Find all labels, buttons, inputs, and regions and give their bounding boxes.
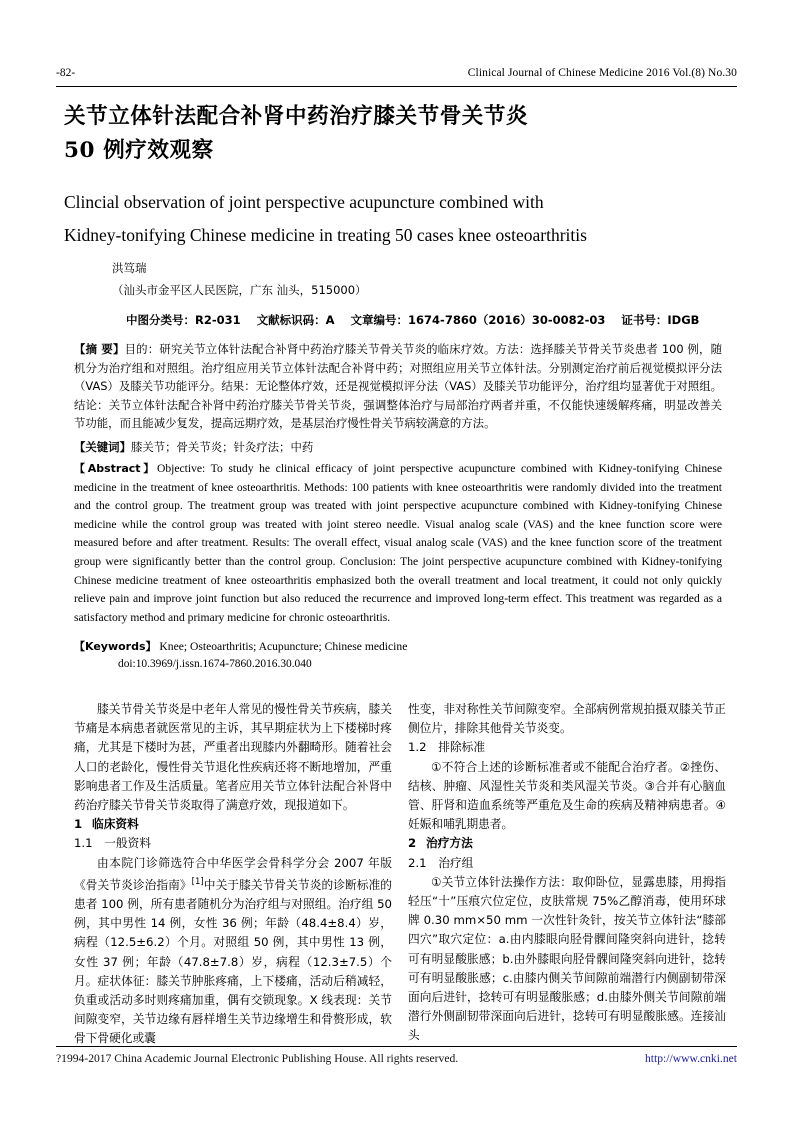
title-english-line1: Clincial observation of joint perspective acupuncture combined with <box>64 192 544 212</box>
cert-value: IDGB <box>667 313 700 327</box>
footer-divider <box>56 1046 737 1047</box>
subsection-heading-exclusion: 1.2 排除标准 <box>408 740 486 755</box>
title-english <box>64 186 729 252</box>
journal-info: Clinical Journal of Chinese Medicine 2016 Vol.(8) No.30 <box>467 67 737 79</box>
section-number-2: 2 <box>408 836 417 851</box>
footer <box>56 1052 737 1065</box>
article-id-label: 文章编号： <box>350 313 409 327</box>
general-data-text-a: 由本院门诊筛选符合中华医学会骨科学分会 2007 年版《骨关节炎诊治指南》 <box>74 855 392 892</box>
running-head <box>56 66 737 80</box>
keywords-chinese <box>74 438 722 457</box>
clc-value: R2-031 <box>195 313 241 327</box>
title-chinese-line2: 50 例疗效观察 <box>64 138 214 163</box>
keywords-english-text: Knee; Osteoarthritis; Acupuncture; Chinese medicine <box>156 640 408 653</box>
classification-line <box>126 312 726 328</box>
exclusion-paragraph: ①不符合上述的诊断标准者或不能配合治疗者。②挫伤、结核、肿瘤、风湿性关节炎和类风湿关节炎。③合并有心脑血管、肝肾和造血系统等严重危及生命的疾病及精神病患者。④妊娠和哺乳期患者。 <box>408 759 726 832</box>
section-title-2: 治疗方法 <box>426 836 473 851</box>
doc-code-label: 文献标识码： <box>256 313 326 327</box>
cnki-link[interactable]: http://www.cnki.net <box>645 1052 737 1065</box>
intro-paragraph: 膝关节骨关节炎是中老年人常见的慢性骨关节疾病，膝关节痛是本病患者就医常见的主诉，其早期症状为上下楼梯时疼痛，尤其是下楼时为甚，严重者出现膝内外翻畸形。随着社会人口的老龄化，慢性骨关节退化性疾病还将不断地增加，严重影响患者工作及生活质量。笔者应用关节立体针法配合补肾中药治疗膝关节骨关节炎取得了满意疗效，现报道如下。 <box>74 702 392 813</box>
doi-line: doi:10.3969/j.issn.1674-7860.2016.30.040 <box>118 658 312 670</box>
keywords-english <box>74 638 722 657</box>
keywords-chinese-label: 【关键词】 <box>74 440 131 454</box>
cert-label: 证书号： <box>621 313 668 327</box>
subsection-heading-treatment-group: 2.1 治疗组 <box>408 855 474 870</box>
reference-marker: [1] <box>191 876 204 887</box>
section-heading-clinical <box>74 815 392 834</box>
author-affiliation: （汕头市金平区人民医院，广东 汕头，515000） <box>112 283 367 297</box>
copyright-text: ?1994-2017 China Academic Journal Electronic Publishing House. All rights reserved. <box>56 1052 459 1065</box>
header-divider <box>56 86 737 87</box>
abstract-english <box>74 460 722 627</box>
clc-label: 中图分类号： <box>126 313 195 327</box>
page-number: -82- <box>56 67 76 79</box>
subsection-heading-general-data: 1.1 一般资料 <box>74 836 152 851</box>
general-data-text-b: 中关于膝关节骨关节炎的诊断标准的患者 100 例，所有患者随机分为治疗组与对照组。治疗组 50 例，其中男性 14 例，女性 36 例；年龄（48.4±8.4）岁，病程（12.5±6.2）个月。对照组 50 例，其中男性 13 例，女性 37 例；年龄（47.8±7.8）岁，病程（12.3±7.5）个月。症状体征：膝关节肿胀疼痛，上下楼痛，活动后稍减轻，负重或活动多时则疼痛加重，偶有交锁现象。X 线表现：关节间隙变窄，关节边缘有唇样增生关节边缘增生和骨赘形成，软骨下骨硬化或囊 <box>74 877 392 1046</box>
abstract-english-label: 【Abstract】 <box>74 462 157 475</box>
abstract-chinese <box>74 340 722 433</box>
body-column-left <box>74 700 392 1049</box>
continued-paragraph: 性变，非对称性关节间隙变窄。全部病例常规拍摄双膝关节正侧位片，排除其他骨关节炎变。 <box>408 702 726 736</box>
body-column-right <box>408 700 726 1046</box>
keywords-chinese-text: 膝关节；骨关节炎；针灸疗法；中药 <box>130 440 314 454</box>
doc-code-value: A <box>325 313 335 327</box>
article-id-value: 1674-7860（2016）30-0082-03 <box>408 313 606 327</box>
section-heading-method <box>408 834 726 853</box>
section-number-1: 1 <box>74 817 83 832</box>
page-inner <box>56 0 737 1122</box>
keywords-english-label: 【Keywords】 <box>74 640 157 653</box>
section-title-1: 临床资料 <box>92 817 139 832</box>
treatment-paragraph: ①关节立体针法操作方法：取仰卧位，显露患膝，用拇指轻压“十”压痕穴位定位，皮肤常规 75%乙醇消毒，使用环球牌 0.30 mm×50 mm 一次性针灸针，按关节立体针法“膝部四穴”取穴定位：a.由内膝眼向胫骨髁间隆突斜向进针，捻转可有明显酸胀感；b.由外膝眼向胫骨髁间隆突斜向进针，捻转可有明显酸胀感；c.由膝内侧关节间隙前端潜行内侧副韧带深面向后进针，捻转可有明显酸胀感；d.由膝外侧关节间隙前端潜行外侧副韧带深面向后进针，捻转可有明显酸胀感。连接汕头 <box>408 874 726 1043</box>
title-chinese-line1: 关节立体针法配合补肾中药治疗膝关节骨关节炎 <box>64 104 529 129</box>
author-name: 洪笃瑞 <box>112 261 147 275</box>
abstract-chinese-label: 【摘 要】 <box>74 342 125 356</box>
general-data-paragraph <box>74 854 392 1049</box>
title-chinese <box>64 100 729 168</box>
abstract-chinese-text: 目的：研究关节立体针法配合补肾中药治疗膝关节骨关节炎的临床疗效。方法：选择膝关节骨关节炎患者 100 例，随机分为治疗组和对照组。治疗组应用关节立体针法配合补肾中药；对照组应用关节立体针法。分别测定治疗前后视觉模拟评分法（VAS）及膝关节功能评分。结果：无论整体疗效，还是视觉模拟评分法（VAS）及膝关节功能评分，治疗组均显著优于对照组。结论：关节立体针法配合补肾中药治疗膝关节骨关节炎，强调整体治疗与局部治疗两者并重，不仅能快速缓解疼痛，明显改善关节功能，而且能减少复发，提高远期疗效，是基层治疗慢性骨关节病较满意的方法。 <box>74 342 722 431</box>
title-english-line2: Kidney-tonifying Chinese medicine in treating 50 cases knee osteoarthritis <box>64 225 587 245</box>
abstract-english-text: Objective: To study he clinical efficacy of joint perspective acupuncture combined with Kidney-tonifying Chinese medicine in the treatment of knee osteoarthritis. Methods: 100 patients with knee osteoarthritis were randomly divided into the treatment and the control group. The treatment group was treated with joint perspective acupuncture combined with Kidney-tonifying Chinese medicine while the control group was treated with joint stereo needle. Visual analog scale (VAS) and the knee function score were measured before and after treatment. Results: The overall effect, visual analog scale (VAS) and the knee function score of the treatment group were significantly better than the control group. Conclusion: The joint perspective acupuncture combined with Kidney-tonifying Chinese medicine treatment of knee osteoarthritis emphasized both the overall treatment and local treatment, it could not only quickly relieve pain and improve joint function but also reduced the recurrence and improved long-term effect. This treatment was regarded as a satisfactory method and primary medicine for chronic osteoarthritis. <box>74 462 722 624</box>
